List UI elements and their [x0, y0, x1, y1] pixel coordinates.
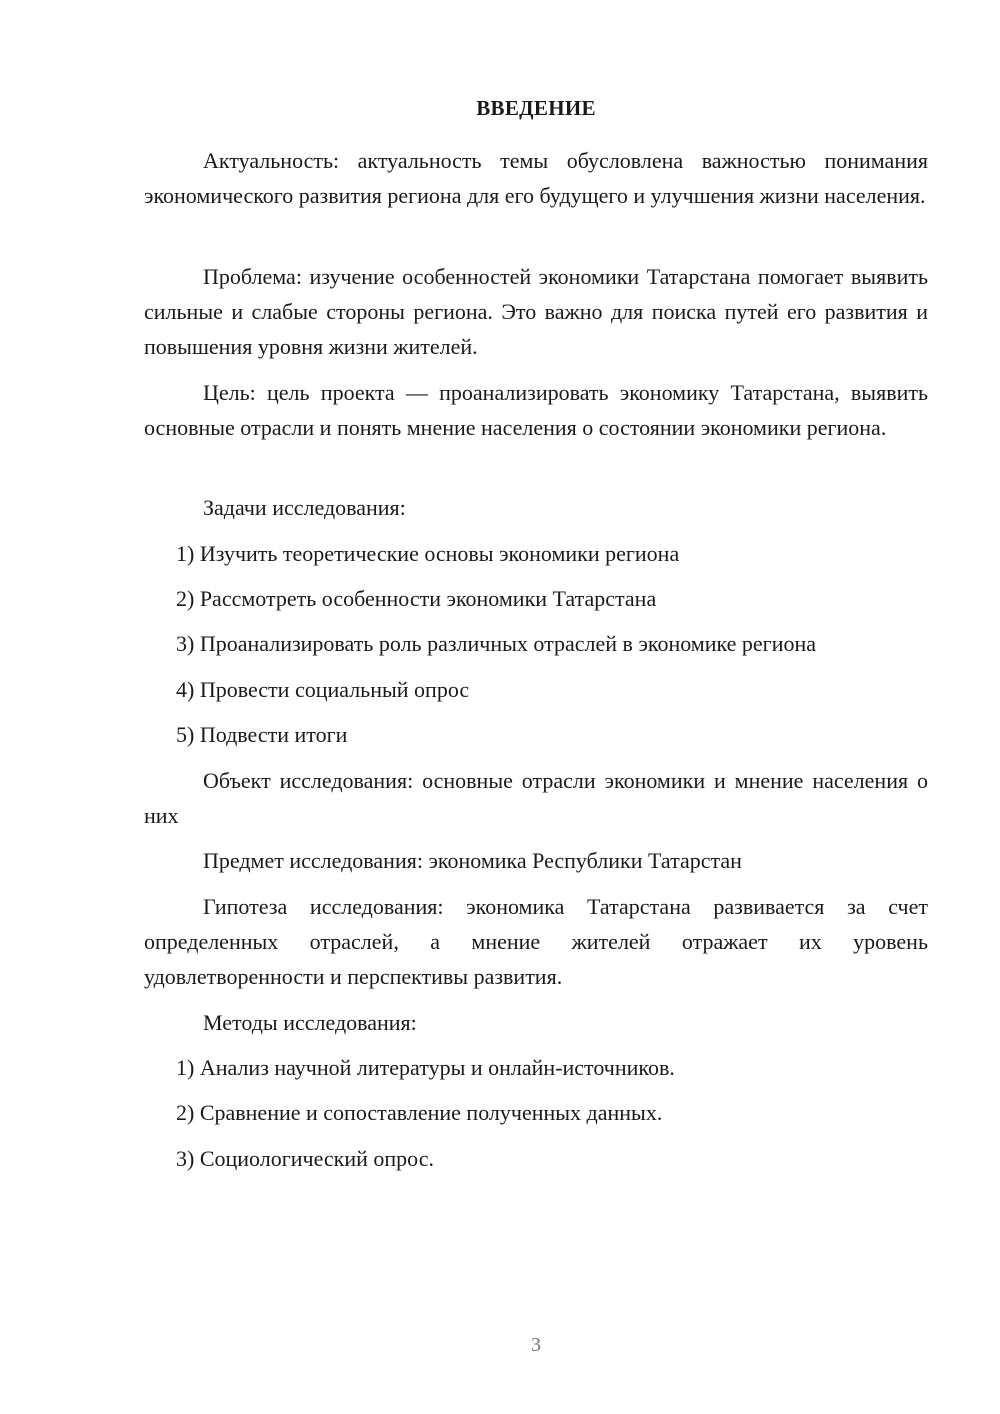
subject-text: Предмет исследования: экономика Республики Татарстан	[203, 848, 742, 873]
relevance-text: Актуальность: актуальность темы обусловлена важностью понимания экономического развития региона для его будущего и улучшения жизни населения.	[144, 148, 928, 208]
page-number: 3	[531, 1334, 541, 1356]
task-item: 3) Проанализировать роль различных отраслей в экономике региона	[176, 631, 817, 656]
task-item: 4) Провести социальный опрос	[176, 677, 470, 702]
problem-paragraph	[144, 259, 928, 364]
tasks-title-paragraph	[144, 490, 928, 525]
goal-text: Цель: цель проекта — проанализировать экономику Татарстана, выявить основные отрасли и понять мнение населения о состоянии экономики региона.	[144, 380, 928, 440]
task-item: 2) Рассмотреть особенности экономики Татарстана	[176, 586, 657, 611]
tasks-title: Задачи исследования:	[203, 495, 406, 520]
task-item: 1) Изучить теоретические основы экономики региона	[176, 541, 680, 566]
relevance-paragraph	[144, 143, 928, 213]
object-text: Объект исследования: основные отрасли экономики и мнение населения о них	[144, 768, 928, 828]
hypothesis-paragraph	[144, 889, 928, 994]
methods-title: Методы исследования:	[203, 1010, 417, 1035]
method-item: 2) Сравнение и сопоставление полученных данных.	[176, 1100, 663, 1125]
problem-text: Проблема: изучение особенностей экономики Татарстана помогает выявить сильные и слабые стороны региона. Это важно для поиска путей его развития и повышения уровня жизни жителей.	[144, 264, 928, 359]
method-item: 3) Социологический опрос.	[176, 1146, 434, 1171]
methods-title-paragraph	[144, 1005, 928, 1040]
subject-paragraph	[144, 843, 928, 878]
section-heading: ВВЕДЕНИЕ	[476, 96, 596, 120]
method-item: 1) Анализ научной литературы и онлайн-источников.	[176, 1055, 675, 1080]
goal-paragraph	[144, 375, 928, 445]
hypothesis-text: Гипотеза исследования: экономика Татарстана развивается за счет определенных отраслей, а мнение жителей отражает их уровень удовлетворенности и перспективы развития.	[144, 894, 928, 989]
object-paragraph	[144, 763, 928, 833]
task-item: 5) Подвести итоги	[176, 722, 348, 747]
